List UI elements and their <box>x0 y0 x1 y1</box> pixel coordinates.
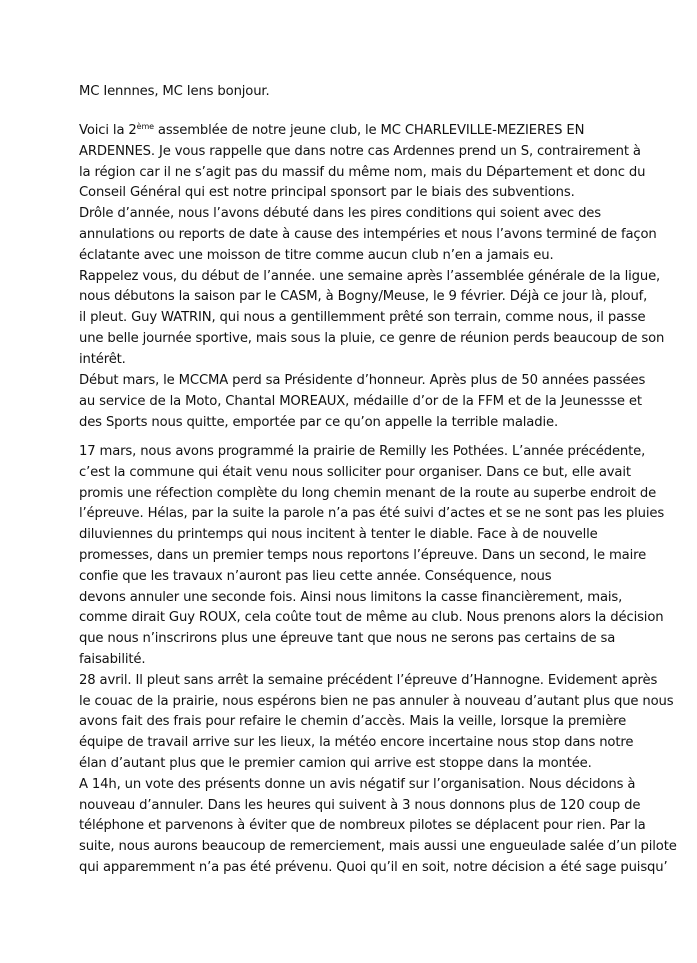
text-line: nouveau d’annuler. Dans les heures qui suivent à 3 nous donnons plus de 120 coup de <box>79 797 641 813</box>
paragraph-events <box>79 442 677 879</box>
text-line: comme dirait Guy ROUX, cela coûte tout de même au club. Nous prenons alors la décision <box>79 610 664 626</box>
greeting-line: MC Iennnes, MC Iens bonjour. <box>79 84 270 99</box>
text-line: au service de la Moto, Chantal MOREAUX, médaille d’or de la FFM et de la Jeunessse et <box>79 393 642 409</box>
text-line: Drôle d’année, nous l’avons débuté dans les pires conditions qui soient avec des <box>79 206 601 222</box>
text-line: Voici la 2ème assemblée de notre jeune club, le MC CHARLEVILLE-MEZIERES EN <box>79 122 585 138</box>
text-line: c’est la commune qui était venu nous solliciter pour organiser. Dans ce but, elle avait <box>79 464 631 480</box>
text-line: A 14h, un vote des présents donne un avis négatif sur l’organisation. Nous décidons à <box>79 776 636 792</box>
paragraph-intro <box>79 121 677 371</box>
text-line: annulations ou reports de date à cause des intempéries et nous l’avons terminé de façon <box>79 226 657 242</box>
text-line: promesses, dans un premier temps nous reportons l’épreuve. Dans un second, le maire <box>79 547 647 563</box>
text-line: devons annuler une seconde fois. Ainsi nous limitons la casse financièrement, mais, <box>79 589 623 605</box>
text-line: la région car il ne s’agit pas du massif du même nom, mais du Département et donc du <box>79 164 646 180</box>
paragraph-march <box>79 371 677 433</box>
superscript: ème <box>136 122 154 131</box>
text-line: il pleut. Guy WATRIN, qui nous a gentillemment prêté son terrain, comme nous, il passe <box>79 310 646 326</box>
greeting <box>79 82 677 103</box>
text-line: des Sports nous quitte, emportée par ce qu’on appelle la terrible maladie. <box>79 414 558 430</box>
text-line: nous débutons la saison par le CASM, à Bogny/Meuse, le 9 février. Déjà ce jour là, plouf, <box>79 289 648 305</box>
text-line: Rappelez vous, du début de l’année. une semaine après l’assemblée générale de la ligue, <box>79 268 661 284</box>
text-line: diluviennes du printemps qui nous incitent à tenter le diable. Face à de nouvelle <box>79 527 598 543</box>
text-line: confie que les travaux n’auront pas lieu cette année. Conséquence, nous <box>79 568 552 584</box>
text-line: équipe de travail arrive sur les lieux, la météo encore incertaine nous stop dans notre <box>79 735 634 751</box>
text-line: ARDENNES. Je vous rappelle que dans notre cas Ardennes prend un S, contrairement à <box>79 143 641 159</box>
text-line: élan d’autant plus que le premier camion qui arrive est stoppe dans la montée. <box>79 755 592 771</box>
text-line: le couac de la prairie, nous espérons bien ne pas annuler à nouveau d’autant plus que nous <box>79 693 674 709</box>
text-line: que nous n’inscrirons plus une épreuve tant que nous ne serons pas certains de sa <box>79 631 616 647</box>
text-line: 17 mars, nous avons programmé la prairie de Remilly les Pothées. L’année précédente, <box>79 444 646 459</box>
text-line: téléphone et parvenons à éviter que de nombreux pilotes se déplacent pour rien. Par la <box>79 818 646 834</box>
text-line: qui apparemment n’a pas été prévenu. Quoi qu’il en soit, notre décision a été sage puisqu’ <box>79 859 668 875</box>
text-line: suite, nous aurons beaucoup de remerciement, mais aussi une engueulade salée d’un pilote <box>79 839 677 855</box>
text-line: une belle journée sportive, mais sous la pluie, ce genre de réunion perds beaucoup de son <box>79 330 665 346</box>
text-line: Début mars, le MCCMA perd sa Présidente d’honneur. Après plus de 50 années passées <box>79 373 646 388</box>
text-line: l’épreuve. Hélas, par la suite la parole n’a pas été suivi d’actes et se ne sont pas les pluies <box>79 506 665 522</box>
text-line: faisabilité. <box>79 651 146 667</box>
text-line: éclatante avec une moisson de titre comme aucun club n’en a jamais eu. <box>79 247 554 263</box>
text-line: intérêt. <box>79 351 126 367</box>
text-line: Conseil Général qui est notre principal sponsort par le biais des subventions. <box>79 185 575 201</box>
text-line: promis une réfection complète du long chemin menant de la route au superbe endroit de <box>79 485 657 501</box>
text-line: avons fait des frais pour refaire le chemin d’accès. Mais la veille, lorsque la première <box>79 714 627 730</box>
text-line: 28 avril. Il pleut sans arrêt la semaine précédent l’épreuve d’Hannogne. Evidement après <box>79 672 658 688</box>
